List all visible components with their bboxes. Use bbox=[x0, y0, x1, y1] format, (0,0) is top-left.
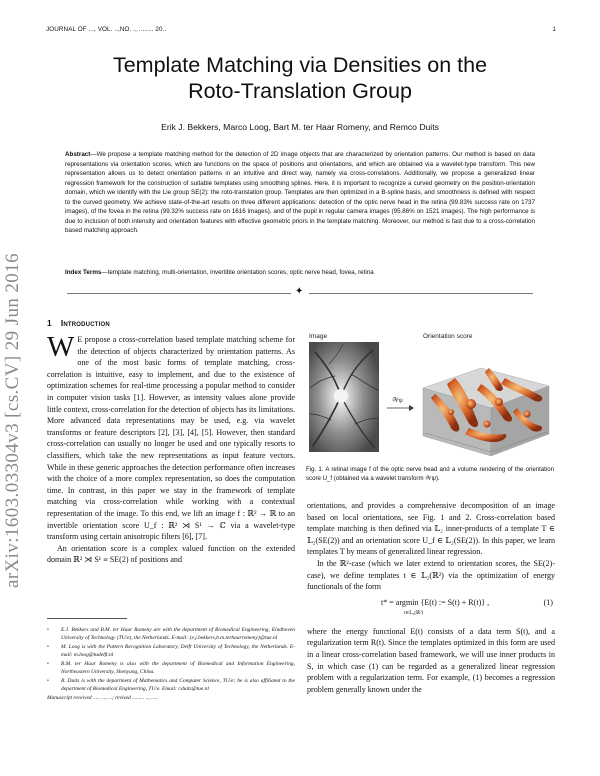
wavelet-arrow bbox=[387, 397, 414, 411]
figure-1 bbox=[305, 328, 555, 463]
figure-1-graphic bbox=[305, 328, 555, 463]
page-number: 1 bbox=[552, 26, 556, 33]
equation-number: (1) bbox=[543, 597, 553, 607]
right-column bbox=[307, 500, 555, 695]
paper-title bbox=[60, 52, 540, 104]
abstract bbox=[65, 150, 535, 236]
figure-label-image: Image bbox=[309, 333, 328, 340]
intro-paragraph-1 bbox=[47, 331, 295, 543]
wavelet-arrow-label: 𝒲ψ bbox=[392, 397, 403, 404]
footnote-item: • E.J. Bekkers and B.M. ter Haar Romeny are with the department of Biomedical Engineering, Eindhoven University of Technology (TU/e), the Netherlands. E-mail: {e.j.bekkers,b.m.terhaarromeny}@tue.nl bbox=[47, 627, 295, 641]
running-head-text: JOURNAL OF ..., VOL. ..,NO. ., ........ 20.. bbox=[46, 26, 167, 33]
figure-caption: Fig. 1. A retinal image f of the optic nerve head and a volume rendering of the orientation score U_f (obtained via a wavelet transform 𝒲ψ). bbox=[306, 466, 554, 482]
index-terms bbox=[65, 268, 535, 277]
equation-subscript: t∈𝕃₂(ℝ²) bbox=[404, 610, 424, 616]
title-line-2: Roto-Translation Group bbox=[188, 79, 412, 103]
separator-line-left bbox=[67, 293, 291, 294]
right-paragraph-1: orientations, and provides a comprehensive decomposition of an image based on local orientations, see Fig. 1 and 2. Cross-correlation based template matching is then defined via 𝕃₂ inner-products of a template T ∈ 𝕃₂(SE(2)) and an orientation score U_f ∈ 𝕃₂(SE(2)). In this paper, we learn templates T by means of generalized linear regression. bbox=[307, 501, 555, 557]
equation-body: t* = argmin {E(t) := S(t) + R(t)} , bbox=[381, 597, 490, 607]
running-header bbox=[46, 26, 556, 33]
manuscript-note: Manuscript received ..... ..., ...; revised ......... .., ..... bbox=[47, 694, 158, 701]
intro-paragraph-1-text: E propose a cross-correlation based template matching scheme for the detection of objects characterized by orientation patterns. As one of the most basic forms of template matching, cross-correlation is intuitive, easy to implement, and due to the existence of optimization schemes for real-time processing a popular method to consider in computer vision tasks [1]. However, as intensity values alone provide little context, cross-correlation for the detection of objects has its limitations. More advanced data representations may be used, e.g. via wavelet transforms or feature descriptors [2], [3], [4], [5]. However, then standard cross-correlation can usually no longer be used and one typically resorts to classifiers, which take the new representations as input feature vectors. While in these generic approaches the detection performance often increases with the choice of a more complex representation, so does the computation time. In contrast, in this paper we stay in the framework of template matching via cross-correlation while working with a contextual representation of the image. To this end, we lift an image f : ℝ² → ℝ to an invertible orientation score U_f : ℝ² ⋊ S¹ → ℂ via a wavelet-type transform using certain anisotropic filters [6], [7]. bbox=[47, 335, 295, 542]
footnote-text: B.M. ter Haar Romeny is also with the department of Biomedical and Information Engineering, Northeastern University, Shenyang, China. bbox=[61, 660, 295, 675]
section-number: 1 bbox=[47, 318, 52, 328]
arxiv-stamp: arXiv:1603.03304v3 [cs.CV] 29 Jun 2016 bbox=[2, 252, 23, 588]
drop-cap: W bbox=[47, 331, 75, 363]
footnote-item: • R. Duits is with the department of Mathematics and Computer Science, TU/e; he is also affiliated to the department of Biomedical Engineering, TU/e. Email: r.duits@tue.nl bbox=[47, 677, 295, 692]
optic-disc bbox=[334, 389, 348, 403]
left-column bbox=[47, 318, 295, 566]
index-terms-text: —template matching, multi-orientation, invertible orientation scores, optic nerve head, fovea, retina bbox=[101, 269, 374, 276]
section-separator bbox=[67, 286, 533, 297]
footnote-item: • M. Loog is with the Pattern Recognition Laboratory, Delft University of Technology, the Netherlands. E-mail: m.loog@tudelft.nl bbox=[47, 643, 295, 658]
abstract-label: Abstract bbox=[65, 151, 91, 158]
footnotes bbox=[47, 627, 295, 703]
figure-label-orientation-score: Orientation score bbox=[423, 333, 473, 340]
intro-paragraph-2: An orientation score is a complex valued function on the extended domain ℝ² ⋊ S¹ ≡ SE(2) of positions and bbox=[47, 543, 295, 565]
right-paragraph-3: where the energy functional E(t) consists of a data term S(t), and a regularization term R(t). Since the templates optimized in this form are used in a linear cross-correlation based framework, we will use inner products in S, in which case (1) can be regarded as a generalized linear regression problem with a regularization term. For example, (1) becomes a regression problem generally known under the bbox=[307, 626, 555, 694]
right-paragraph-2: In the ℝ²-case (which we later extend to orientation scores, the SE(2)-case), we define templates t ∈ 𝕃₂(ℝ²) via the optimization of energy functionals of the form bbox=[307, 558, 555, 592]
footnote-text: E.J. Bekkers and B.M. ter Haar Romeny are with the department of Biomedical Engineering, Eindhoven University of Technology (TU/e), the Netherlands. E-mail: {e.j.bekkers,b.m.terhaarromeny}@tue.nl bbox=[61, 627, 295, 641]
separator-star-icon: ✦ bbox=[295, 286, 304, 297]
section-heading bbox=[47, 318, 295, 328]
index-terms-label: Index Terms bbox=[65, 269, 102, 276]
equation-1 bbox=[307, 598, 555, 622]
footnote-item: • B.M. ter Haar Romeny is also with the department of Biomedical and Information Engineering, Northeastern University, Shenyang, China. bbox=[47, 660, 295, 675]
separator-line-right bbox=[309, 293, 533, 294]
title-line-1: Template Matching via Densities on the bbox=[112, 53, 488, 77]
footnote-rule bbox=[47, 618, 127, 619]
section-title: Introduction bbox=[60, 318, 110, 328]
footnote-text: R. Duits is with the department of Mathematics and Computer Science, TU/e; he is also affiliated to the department of Biomedical Engineering, TU/e. Email: r.duits@tue.nl bbox=[61, 677, 295, 692]
abstract-text: —We propose a template matching method for the detection of 2D image objects that are characterized by orientation patterns. Our method is based on data representations via orientation scores, which are functions on the space of positions and orientations, and which are obtained via a wavelet-type transform. This new representation allows us to detect orientation patterns in an intuitive and direct way, namely via cross-correlations. Additionally, we propose a generalized linear regression framework for the construction of suitable templates using smoothing splines. Here, it is important to recognize a curved geometry on the position-orientation domain, which we identify with the Lie group SE(2): the roto-translation group. Templates are then optimized in a B-spline basis, and smoothness is defined with respect to the curved geometry. We achieve state-of-the-art results on three different applications: detection of the optic nerve head in the retina (99.83% success rate on 1737 images), of the fovea in the retina (99.32% success rate on 1616 images), and of the pupil in regular camera images (95.86% on 1521 images). The high performance is due to inclusion of both intensity and orientation features with effective geometric priors in the template matching. Moreover, our method is fast due to a cross-correlation based matching approach. bbox=[65, 151, 535, 235]
author-list: Erik J. Bekkers, Marco Loog, Bart M. ter Haar Romeny, and Remco Duits bbox=[161, 122, 439, 132]
footnote-text: M. Loog is with the Pattern Recognition Laboratory, Delft University of Technology, the Netherlands. E-mail: m.loog@tudelft.nl bbox=[61, 643, 295, 658]
